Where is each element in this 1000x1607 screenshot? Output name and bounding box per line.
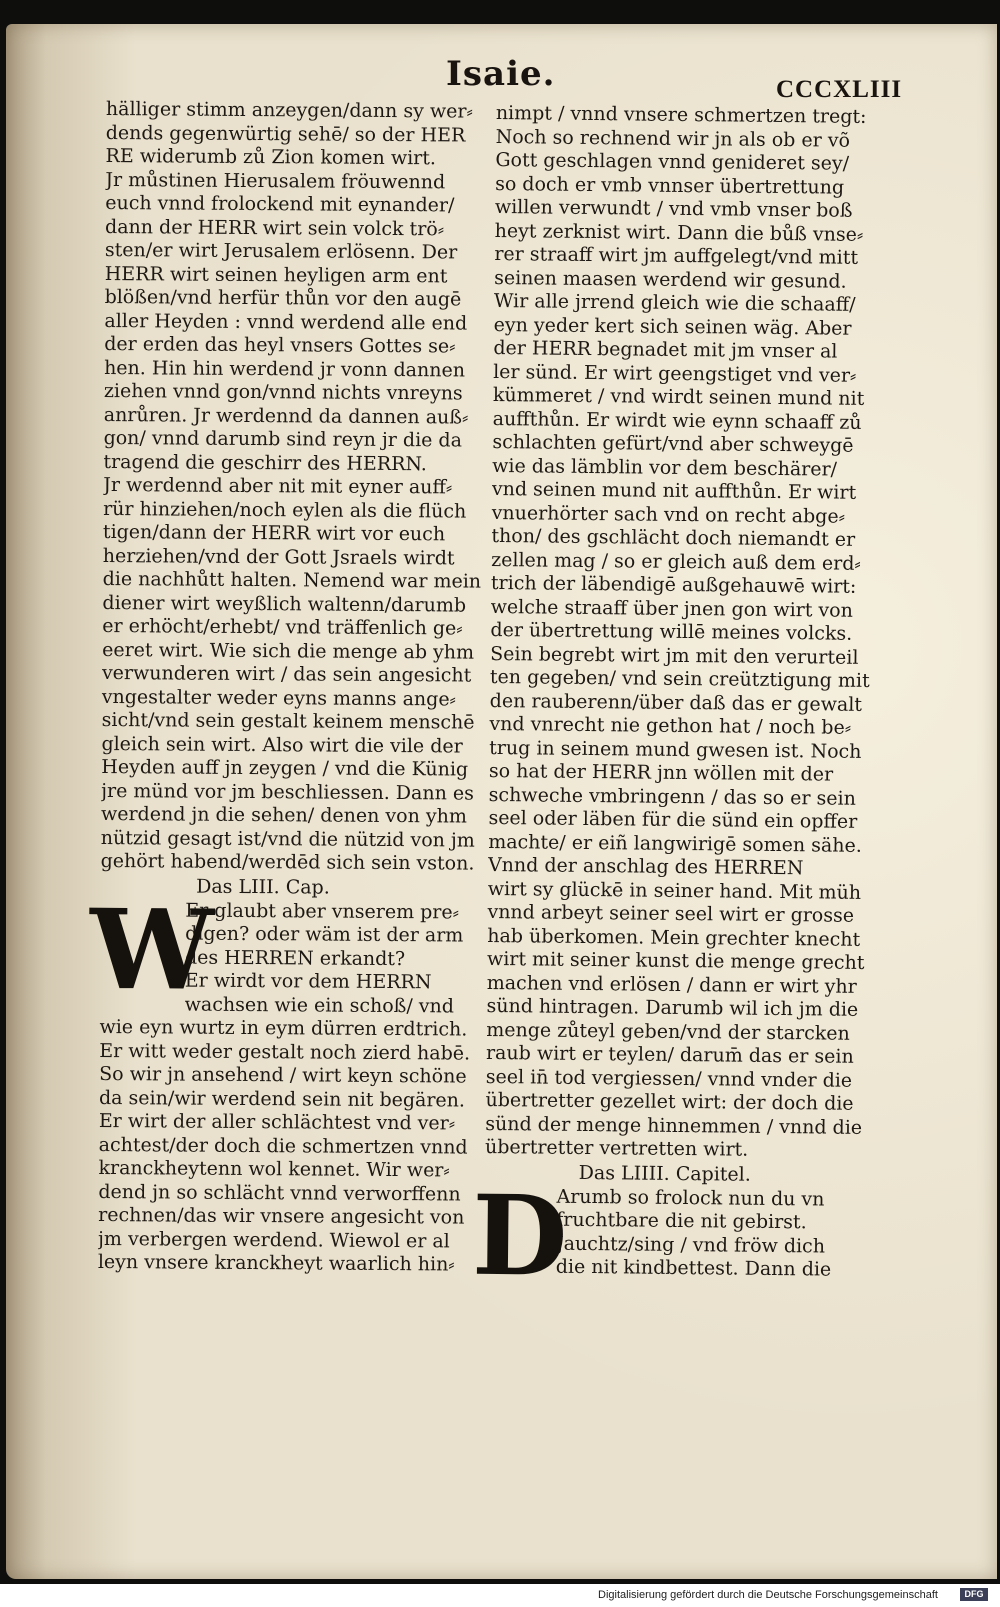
chapter-heading-liiii: Das LIIII. Capitel.: [578, 1161, 751, 1186]
text-line: So wir jn ansehend / wirt keyn schöne: [99, 1062, 467, 1088]
text-line: werdend jn die sehen/ denen von yhm: [100, 802, 467, 828]
text-line: rer straaff wirt jm auffgelegt/vnd mitt: [494, 242, 859, 269]
text-line: sünd hintragen. Darumb wil ich jm die: [486, 994, 859, 1021]
text-line: der übertrettung willē meines volcks.: [490, 618, 853, 645]
text-line: Noch so rechnend wir jn als ob er võ: [495, 125, 851, 152]
text-line: gon/ vnnd darumb sind reyn jr die da: [103, 426, 463, 452]
book-page: [6, 24, 997, 1579]
text-line: vnuerhörter sach vnd on recht abge⸗: [491, 501, 846, 528]
digitization-credit: Digitalisierung gefördert durch die Deutsche Forschungsgemeinschaft: [598, 1589, 938, 1601]
text-line: raub wirt er teylen/ darum̄ das er sein: [485, 1041, 854, 1068]
text-line: dann der HERR wirt sein volck trö⸗: [105, 215, 445, 240]
text-line: sicht/vnd sein gestalt keinem menschē: [101, 708, 475, 734]
text-line: wie das lämblin vor dem beschärer/: [492, 454, 838, 481]
text-line: Jr werdennd aber nit mit eyner auff⸗: [103, 473, 453, 499]
text-line: rür hinziehen/noch eylen als die flüch: [103, 497, 467, 523]
text-line: sten/er wirt Jerusalem erlösenn. Der: [104, 238, 458, 264]
dfg-logo: DFG: [960, 1588, 988, 1601]
text-line: Er witt weder gestalt noch zierd habē.: [99, 1039, 471, 1065]
text-line: der erden das heyl vnsers Gottes se⸗: [104, 332, 456, 358]
text-line: ler sünd. Er wirt geengstiget vnd ver⸗: [493, 360, 857, 387]
text-line: vnd seinen mund nit auffthůn. Er wirt: [491, 477, 857, 504]
text-line: diener wirt weyßlich waltenn/darumb: [102, 591, 467, 617]
text-line: herziehen/vnd der Gott Jsraels wirdt: [102, 544, 455, 569]
text-line: welche straaff über jnen gon wirt von: [490, 595, 854, 622]
left-column: [89, 98, 491, 1277]
text-line: der HERR begnadet mit jm vnser al: [493, 336, 838, 363]
text-line: seel oder läben für die sünd ein opffer: [488, 806, 858, 833]
text-line: seinen maasen werdend wir gesund.: [494, 266, 847, 293]
text-line: kranckheytenn wol kennet. Wir wer⸗: [98, 1156, 450, 1182]
text-line: ziehen vnnd gon/vnnd nichts vnreyns: [103, 379, 463, 405]
text-line: digen? oder wäm ist der arm: [185, 922, 464, 947]
text-line: hen. Hin hin werdend jr vonn dannen: [104, 356, 466, 382]
text-line: Jr můstinen Hierusalem fröuwennd: [105, 168, 446, 193]
right-column-text: [485, 102, 896, 1164]
text-line: vngestalter weder eyns manns ange⸗: [101, 685, 457, 710]
text-line: die nit kindbettest. Dann die: [555, 1255, 832, 1281]
left-column-text-continued: [98, 1016, 485, 1277]
text-line: trug in seinem mund gwesen ist. Noch: [489, 736, 862, 763]
text-line: übertretter vertretten wirt.: [484, 1135, 749, 1161]
text-line: anrůren. Jr werdennd da dannen auß⸗: [103, 403, 469, 429]
text-line: Er wirdt vor dem HERRN: [184, 969, 432, 994]
text-line: den rauberenn/über daß das er gewalt: [489, 689, 863, 716]
text-line: so doch er vmb vnnser übertrettung: [495, 172, 845, 199]
text-line: gleich sein wirt. Also wirt die vile der: [101, 732, 463, 758]
text-line: wirt mit seiner kunst die menge grecht: [486, 947, 865, 974]
text-line: blößen/vnd herfür thůn vor den augē: [104, 285, 462, 311]
folio-number: CCCXLIII: [776, 76, 903, 103]
text-line: verwunderen wirt / das sein angesicht: [101, 661, 472, 687]
text-line: er erhöcht/erhebt/ vnd träffenlich ge⸗: [102, 614, 463, 640]
text-line: vnnd arbeyt seiner seel wirt er grosse: [487, 900, 855, 927]
text-line: Heyden auff jn zeygen / vnd die Künig: [101, 755, 469, 781]
text-line: auffthůn. Er wirdt wie eynn schaaff zů: [492, 407, 862, 434]
text-line: eeret wirt. Wie sich die menge ab yhm: [102, 638, 475, 664]
text-line: des HERREN erkandt?: [184, 946, 406, 970]
chapter-heading-liii: Das LIII. Cap.: [196, 875, 330, 899]
text-line: Vnnd der anschlag des HERREN: [487, 853, 804, 880]
text-line: die nachhůtt halten. Nemend war mein: [102, 567, 482, 593]
text-line: fruchtbare die nit gebirst.: [556, 1208, 807, 1234]
text-line: seel in̄ tod vergiessen/ vnnd vnder die: [485, 1065, 853, 1092]
text-line: sünd der menge hinnemmen / vnnd die: [485, 1112, 863, 1139]
text-line: Jauchtz/sing / vnd fröw dich: [555, 1232, 826, 1258]
text-line: leyn vnsere kranckheyt waarlich hin⸗: [97, 1250, 455, 1276]
text-line: Wir alle jrrend gleich wie die schaaff/: [493, 289, 856, 316]
text-line: ten gegeben/ vnd sein creütztigung mit: [489, 665, 870, 692]
text-line: hälliger stimm anzeygen/dann sy wer⸗: [105, 98, 473, 123]
text-line: zellen mag / so er gleich auß dem erd⸗: [491, 548, 861, 575]
left-column-text: [101, 98, 491, 876]
text-line: jm verbergen werdend. Wiewol er al: [97, 1227, 450, 1252]
text-line: trich der läbendigē außgehauwē wirt:: [490, 571, 857, 598]
text-line: thon/ des gschlächt doch niemandt er: [491, 524, 856, 551]
right-column: [471, 102, 896, 1301]
text-line: Arumb so frolock nun du vn: [556, 1185, 825, 1210]
text-line: schweche vmbringenn / das so er sein: [488, 783, 856, 810]
text-line: willen verwundt / vnd vmb vnser boß: [494, 195, 853, 222]
drop-cap-letter: D: [471, 1170, 569, 1301]
text-line: RE widerumb zů Zion komen wirt.: [105, 144, 437, 170]
text-line: Gott geschlagen vnnd genideret sey/: [495, 148, 850, 175]
text-line: gehört habend/werdēd sich sein vston.: [100, 849, 475, 875]
text-line: vnd vnrecht nie gethon hat / noch be⸗: [489, 712, 852, 739]
text-line: menge zůteyl geben/vnd der starcken: [486, 1018, 850, 1045]
text-line: tragend die geschirr des HERRN.: [103, 450, 427, 475]
text-line: kümmeret / vnd wirdt seinen mund nit: [492, 383, 865, 410]
text-line: euch vnnd frolockend mit eynander/: [105, 191, 455, 217]
drop-cap-letter: W: [89, 884, 215, 1015]
running-head: Isaie.: [446, 54, 556, 94]
text-line: machen vnd erlösen / dann er wirt yhr: [486, 971, 857, 998]
text-line: Er wirt der aller schlächtest vnd ver⸗: [98, 1109, 456, 1135]
text-line: wachsen wie ein schoß/ vnd: [184, 993, 455, 1017]
text-line: dend jn so schlächt vnnd verworffenn: [98, 1180, 461, 1206]
text-line: tigen/dann der HERR wirt vor euch: [102, 520, 446, 546]
text-line: nimpt / vnnd vnsere schmertzen tregt:: [495, 102, 867, 128]
text-line: eyn yeder kert sich seinen wäg. Aber: [493, 313, 852, 340]
text-line: schlachten gefürt/vnd aber schweygē: [492, 430, 854, 457]
text-line: Er glaubt aber vnserem pre⸗: [185, 899, 460, 923]
text-line: nützid gesagt ist/vnd die nützid von jm: [100, 826, 475, 852]
text-line: heyt zerknist wirt. Dann die bůß vnse⸗: [494, 219, 864, 246]
text-line: hab überkomen. Mein grechter knecht: [487, 924, 861, 951]
text-line: jre münd vor jm beschliessen. Dann es: [101, 779, 474, 805]
text-line: dends gegenwürtig sehē/ so der HER: [105, 121, 466, 147]
text-line: HERR wirt seinen heyligen arm ent: [104, 262, 448, 287]
text-line: achtest/der doch die schmertzen vnnd: [98, 1133, 468, 1159]
text-line: Sein begrebt wirt jm mit den verurteil: [490, 642, 859, 669]
text-line: wirt sy glückē in seiner hand. Mit müh: [487, 877, 862, 904]
text-line: übertretter gezellet wirt: der doch die: [485, 1088, 854, 1115]
text-line: aller Heyden : vnnd werdend alle end: [104, 309, 468, 335]
text-line: so hat der HERR jnn wöllen mit der: [488, 759, 834, 786]
text-line: machte/ er eiñ langwirigē somen sähe.: [488, 830, 862, 857]
text-line: da sein/wir werdend sein nit begären.: [98, 1086, 466, 1112]
text-line: rechnen/das wir vnsere angesicht von: [98, 1203, 465, 1229]
text-line: wie eyn wurtz in eym dürren erdtrich.: [99, 1015, 468, 1041]
